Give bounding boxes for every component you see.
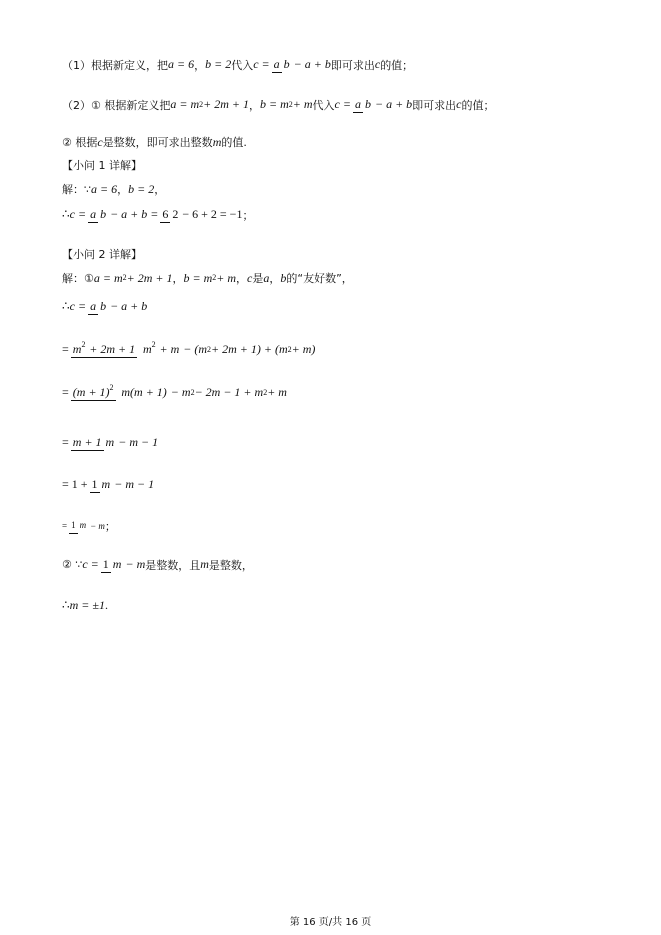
- text: 的值.: [221, 136, 247, 149]
- text: 是: [252, 272, 264, 285]
- math: a = m: [93, 270, 123, 285]
- math: − (m: [183, 342, 208, 356]
- text: ，: [194, 58, 206, 72]
- math: + m: [216, 270, 237, 285]
- fraction: [71, 341, 181, 358]
- equals: =: [62, 520, 68, 531]
- math: + 2m + 1) + (m: [211, 342, 288, 356]
- math: − a + b =: [110, 207, 159, 221]
- text: 解：①: [62, 272, 94, 285]
- solution-line-4: [62, 298, 147, 315]
- math: − 2m − 1 + m: [194, 385, 264, 399]
- numerator: 1: [91, 477, 98, 491]
- text: ，: [236, 272, 248, 285]
- text: （2）① 根据新定义把: [62, 98, 171, 112]
- math: + m: [292, 97, 313, 111]
- fraction: [88, 298, 108, 315]
- solution-line-9: [62, 517, 116, 534]
- math: b: [280, 270, 287, 285]
- math: + m: [159, 342, 180, 356]
- text: ② ∵: [62, 558, 83, 571]
- text: 解：∵: [62, 183, 91, 196]
- math: − m − 1: [114, 477, 155, 491]
- fraction: [71, 384, 169, 401]
- exponent: 2: [109, 383, 114, 392]
- denominator: b: [283, 57, 290, 71]
- math: m: [212, 134, 222, 149]
- math: − a + b: [293, 57, 331, 71]
- fraction: [160, 206, 180, 223]
- fraction: [90, 476, 113, 493]
- denominator: b: [364, 97, 371, 111]
- math: c: [97, 134, 103, 149]
- fraction: [69, 517, 88, 534]
- denominator: m: [112, 557, 122, 571]
- math: m: [72, 342, 82, 356]
- text: 即可求出: [330, 58, 375, 72]
- solution-line-2: [62, 206, 253, 223]
- math: m = ±1: [69, 598, 105, 612]
- solution-line-1: [62, 181, 165, 197]
- denominator: b: [100, 207, 107, 221]
- text: ；: [242, 208, 254, 222]
- numerator: a: [354, 97, 361, 111]
- numerator: a: [90, 299, 97, 313]
- denominator: m(m + 1): [121, 385, 167, 399]
- math: + m): [291, 342, 316, 356]
- text: ，: [172, 272, 184, 285]
- equals: =: [62, 385, 69, 399]
- text: .: [105, 598, 108, 612]
- numerator: a: [273, 57, 280, 71]
- numerator: m + 1: [72, 435, 102, 449]
- math: + 2m + 1: [126, 270, 173, 285]
- math: + m: [267, 385, 287, 399]
- solution-line-6: = $(m + 1)^2$ m(m + 1) − m 2 − 2m − 1 + m 2 + m: [62, 383, 287, 399]
- solution-line-11: [62, 598, 108, 613]
- math: − m: [90, 520, 105, 531]
- math: a = m: [170, 97, 200, 111]
- text: ，: [269, 272, 281, 285]
- text: 的“友好数”，: [286, 272, 353, 285]
- math: b = 2: [128, 181, 155, 196]
- math: − a + b: [110, 299, 148, 313]
- math: c: [374, 57, 381, 71]
- denominator: m: [101, 477, 111, 491]
- text: 的值；: [461, 98, 495, 112]
- numerator: a: [90, 207, 97, 221]
- math: + 2m + 1: [203, 97, 249, 111]
- math: − m − 1: [118, 435, 159, 449]
- numerator: [71, 385, 116, 401]
- math: c: [456, 97, 462, 111]
- math: − a + b: [374, 97, 413, 111]
- math: − m: [170, 385, 191, 399]
- math: c: [247, 270, 253, 285]
- numerator: 1: [69, 518, 78, 534]
- fraction: [88, 206, 108, 223]
- solution-line-8: [62, 476, 154, 493]
- text: （1）根据新定义，把: [62, 58, 168, 72]
- therefore-symbol: ∴: [62, 598, 70, 612]
- text: ，: [154, 183, 166, 196]
- math: m: [200, 557, 209, 571]
- analysis-line-3: [62, 134, 247, 150]
- therefore-symbol: ∴: [62, 207, 70, 221]
- fraction: [101, 556, 124, 573]
- math: b = m: [183, 270, 213, 285]
- section-heading-2: 【小问 2 详解】: [62, 248, 142, 261]
- text: ，: [117, 183, 129, 196]
- math: a = 6: [91, 181, 118, 196]
- therefore-symbol: ∴: [62, 299, 70, 313]
- page-footer: 第 16 页/共 16 页: [289, 917, 372, 928]
- math: = 1 +: [62, 477, 88, 491]
- text: 即可求出: [412, 98, 457, 112]
- math: c =: [253, 57, 270, 71]
- text: ，: [249, 98, 260, 112]
- text: 是整数，: [208, 558, 253, 572]
- text: ② 根据: [62, 136, 98, 149]
- text: 代入: [231, 58, 254, 72]
- analysis-line-2: （2）① 根据新定义把 a = m 2 + 2m + 1 ， b = m 2 + m 代入 c = a b − a + b 即可求出 c 的值；: [62, 97, 495, 112]
- fraction: [272, 56, 292, 73]
- math: c =: [69, 207, 87, 221]
- text: 是整数，且: [145, 558, 201, 572]
- text: 的值；: [380, 58, 414, 72]
- math: a: [263, 270, 270, 285]
- fraction: [353, 96, 373, 113]
- math: b = 2: [205, 57, 232, 71]
- denominator: 2: [172, 207, 179, 221]
- solution-line-3: 解：① a = m 2 + 2m + 1 ， b = m 2 + m ， c 是 a ， b 的“友好数”，: [62, 270, 353, 285]
- equals: =: [62, 435, 69, 449]
- denominator: m: [105, 435, 115, 449]
- math: a = 6: [168, 57, 195, 71]
- solution-line-7: [62, 434, 158, 451]
- analysis-line-1: [62, 56, 413, 73]
- numerator: 6: [162, 207, 169, 221]
- equals: =: [62, 342, 69, 356]
- math: c =: [82, 557, 99, 571]
- denominator: b: [100, 299, 107, 313]
- text: 代入: [312, 98, 335, 112]
- exponent: 2: [81, 340, 86, 349]
- math: (m + 1): [72, 385, 110, 399]
- math: m: [142, 342, 152, 356]
- denominator: m: [79, 520, 87, 530]
- math: − 6 + 2 = −1: [182, 207, 243, 221]
- solution-line-10: [62, 556, 253, 573]
- solution-line-5: = $m^2 + 2m + 1$ $m^2 + m$ − (m 2 + 2m + 1) + (m 2 + m): [62, 340, 316, 356]
- math: c =: [69, 299, 87, 313]
- math: b = m: [260, 97, 289, 111]
- math: + 2m + 1: [89, 342, 136, 356]
- exponent: 2: [151, 340, 156, 349]
- fraction: [71, 434, 116, 451]
- numerator: 1: [102, 557, 109, 571]
- denominator: [141, 341, 181, 356]
- math: c =: [334, 97, 351, 111]
- math: − m: [125, 557, 146, 571]
- text: ；: [104, 519, 116, 533]
- text: 是整数，即可求出整数: [102, 136, 213, 149]
- section-heading-1: 【小问 1 详解】: [62, 159, 142, 172]
- numerator: [71, 342, 137, 358]
